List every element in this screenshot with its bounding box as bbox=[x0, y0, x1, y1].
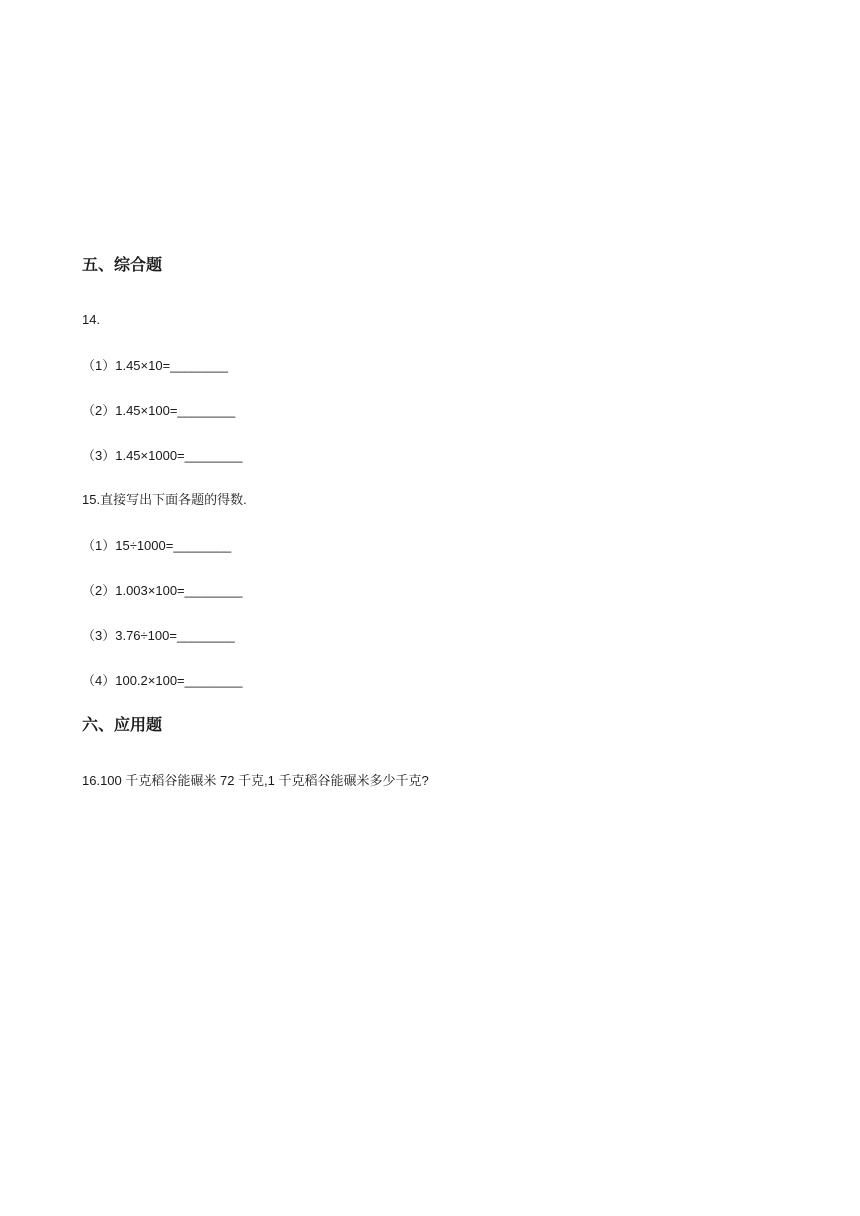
question-15-item-1: （1）15÷1000=________ bbox=[82, 538, 232, 553]
question-15-stem: 15.直接写出下面各题的得数. bbox=[82, 492, 247, 507]
question-14-stem: 14. bbox=[82, 312, 101, 327]
question-15-item-3: （3）3.76÷100=________ bbox=[82, 628, 235, 643]
question-16-stem: 16.100 千克稻谷能碾米 72 千克,1 千克稻谷能碾米多少千克? bbox=[82, 773, 429, 788]
section-heading-application: 六、应用题 bbox=[82, 717, 163, 734]
question-14-item-2: （2）1.45×100=________ bbox=[82, 403, 236, 418]
question-14-item-3: （3）1.45×1000=________ bbox=[82, 448, 243, 463]
question-15-item-2: （2）1.003×100=________ bbox=[82, 583, 243, 598]
question-15-item-4: （4）100.2×100=________ bbox=[82, 673, 243, 688]
section-heading-comprehensive: 五、综合题 bbox=[82, 257, 163, 274]
question-14-item-1: （1）1.45×10=________ bbox=[82, 358, 229, 373]
